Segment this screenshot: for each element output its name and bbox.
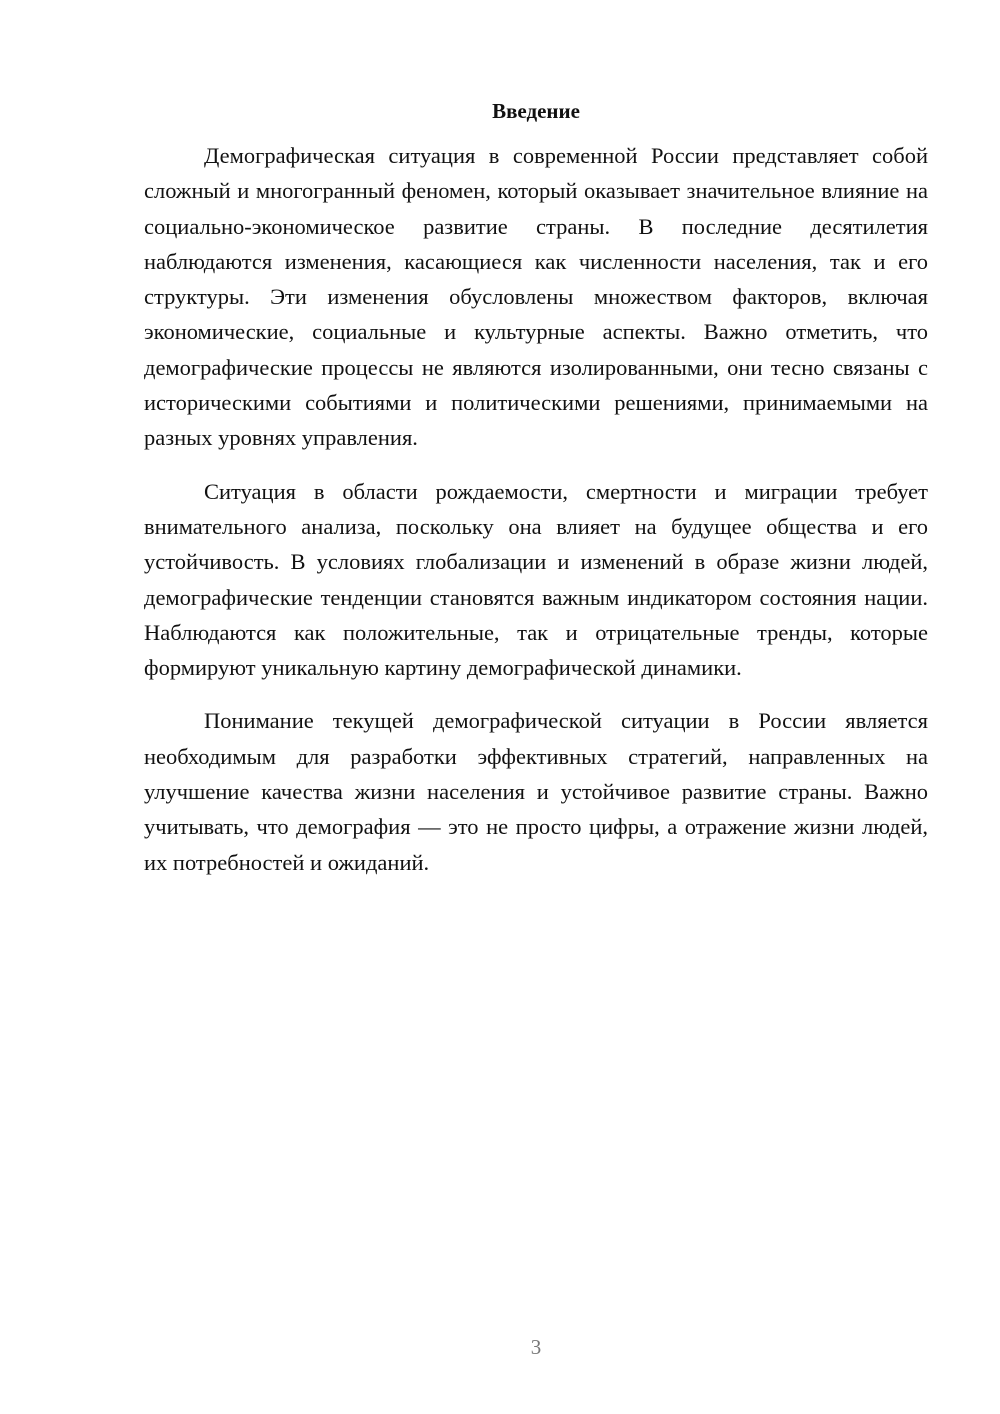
paragraph-2: Ситуация в области рождаемости, смертности и миграции требует внимательного анализа, поскольку она влияет на будущее общества и его устойчивость. В условиях глобализации и изменений в образе жизни людей, демографические тенденции становятся важным индикатором состояния нации. Наблюдаются как положительные, так и отрицательные тренды, которые формируют уникальную картину демографической динамики.: [144, 478, 928, 681]
paragraph-3: Понимание текущей демографической ситуации в России является необходимым для разработки эффективных стратегий, направленных на улучшение качества жизни населения и устойчивое развитие страны. Важно учитывать, что демография — это не просто цифры, а отражение жизни людей, их потребностей и ожиданий.: [144, 708, 928, 875]
page-content: [144, 96, 928, 898]
page-number: 3: [530, 1335, 542, 1359]
section-heading: Введение: [492, 99, 580, 123]
paragraph-1: Демографическая ситуация в современной России представляет собой сложный и многогранный феномен, который оказывает значительное влияние на социально-экономическое развитие страны. В последние десятилетия наблюдаются изменения, касающиеся как численности населения, так и его структуры. Эти изменения обусловлены множеством факторов, включая экономические, социальные и культурные аспекты. Важно отметить, что демографические процессы не являются изолированными, они тесно связаны с историческими событиями и политическими решениями, принимаемыми на разных уровнях управления.: [144, 143, 928, 451]
